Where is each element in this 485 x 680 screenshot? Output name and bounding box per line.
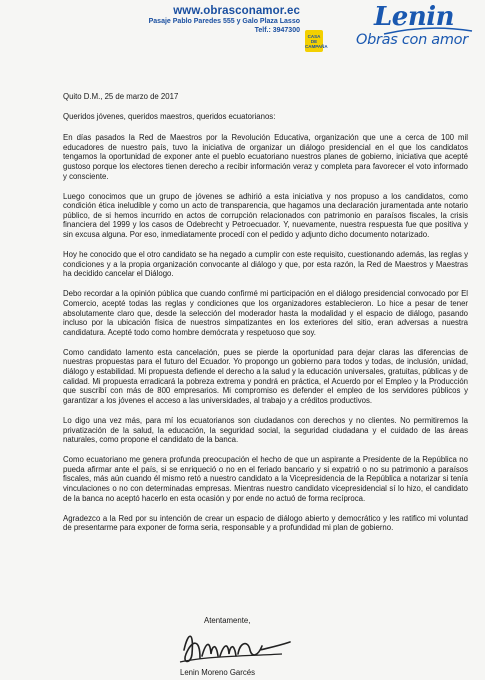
- letter-paragraph: Hoy he conocido que el otro candidato se ha negado a cumplir con este requisito, cuestionando además, las reglas y condiciones y a la propia organización convocante al diálogo y que, por esta razón, la Red de Maestros y Maestras ha decidido cancelar el Diálogo.: [63, 250, 468, 279]
- letter-paragraph: Como candidato lamento esta cancelación, pues se pierde la oportunidad para dejar claras las diferencias de nuestras propuestas para el futuro del Ecuador. Yo propongo un gobierno para todos y todas, de inclusión, unidad, diálogo y estabilidad. Mi propuesta defiende el derecho a la salud y la educación universales, gratuitas, públicas y de calidad. Mi propuesta erradicará la pobreza extrema y pondrá en práctica, el Acuerdo por el Empleo y la Producción que suscribí con más de 800 empresarios. Mi compromiso es defender el empleo de los servidores públicos y garantizar a los jóvenes el acceso a las universidades, al trabajo y a créditos productivos.: [63, 347, 468, 405]
- letter-paragraph: Debo recordar a la opinión pública que cuando confirmé mi participación en el diálogo presidencial convocado por El Comercio, acepté todas las reglas y condiciones que los organizadores establecieron. Lo hice a pesar de tener absolutamente claro que, desde la selección del moderador hasta la modalidad y el espacio de diálogo, pasando incluso por la ubicación física de nuestros simpatizantes en los exteriores del sitio, eran adversas a nuestra candidatura. Acepté todo como hombre demócrata y respetuoso que soy.: [63, 289, 468, 337]
- header-address: Pasaje Pablo Paredes 555 y Galo Plaza Lasso: [148, 18, 300, 26]
- header-contact: [0, 4, 300, 36]
- signer-name: Lenin Moreno Garcés: [180, 668, 255, 677]
- letter-body: [63, 92, 468, 543]
- header-phone: Telf.: 3947300: [254, 27, 300, 35]
- website-link[interactable]: www.obrasconamor.ec: [173, 5, 300, 17]
- letter-paragraph: Como ecuatoriano me genera profunda preocupación el hecho de que un aspirante a Presidente de la República no pueda afirmar ante el país, si se enriqueció o no en el feriado bancario y si expatrió o no su patrimonio a paraísos fiscales, más aún cuando él mismo retó a nuestro candidato a la Vicepresidencia de la República a notarizar si tenía vinculaciones o no con determinadas empresas. Mientras nuestro candidato vicepresidencial sí lo hizo, el candidato de la banca no aceptó hacerlo en esta ocasión y por ende no actuó de forma recíproca.: [63, 455, 468, 503]
- closing: Atentamente,: [204, 616, 251, 625]
- letter-paragraph: Lo digo una vez más, para mí los ecuatorianos son ciudadanos con derechos y no clientes. No permitiremos la privatización de la salud, la educación, la seguridad social, la seguridad ciudadana y el cuidado de las áreas naturales, como propone el candidato de la banca.: [63, 415, 468, 445]
- logo-name: Lenin: [374, 2, 455, 32]
- letter-date: Quito D.M., 25 de marzo de 2017: [63, 92, 179, 101]
- letter-paragraph: En días pasados la Red de Maestros por la Revolución Educativa, organización que une a cerca de 100 mil educadores de nuestro país, tuvo la iniciativa de organizar un diálogo presidencial en el que los candidatos tengamos la oportunidad de exponer ante el pueblo ecuatoriano nuestros planes de gobierno, iniciativa que acepté gustoso porque los electores tienen derecho a recibir información veraz y completa para favorecer el voto informado y consciente.: [63, 133, 468, 181]
- letter-paragraph: Agradezco a la Red por su intención de crear un espacio de diálogo abierto y democrático y les ratifico mi voluntad de presentarme para exponer de forma seria, responsable y a profundidad mi plan de gobierno.: [63, 513, 468, 533]
- handwritten-signature: [178, 620, 298, 668]
- logo-tagline: Obras con amor: [356, 32, 468, 48]
- campaign-house-badge: CASA DE CAMPAÑA: [305, 30, 323, 52]
- campaign-logo: [352, 2, 480, 64]
- letter-paragraph: Luego conocimos que un grupo de jóvenes se adhirió a esta iniciativa y nos propuso a los candidatos, como condición ética ineludible y como un acto de transparencia, que hagamos una declaración juramentada ante notario público, de si hemos incurrido en actos de corrupción relacionados con patrimonio en paraísos fiscales, la crisis financiera del 1999 y los casos de Odebrecht y Petroecuador. Y, nuevamente, nuestra respuesta fue que positiva y sin excusa alguna. Por eso, inmediatamente procedí con el pedido y adjunto dicho documento notarizado.: [63, 191, 468, 240]
- letter-greeting: Queridos jóvenes, queridos maestros, queridos ecuatorianos:: [63, 111, 276, 121]
